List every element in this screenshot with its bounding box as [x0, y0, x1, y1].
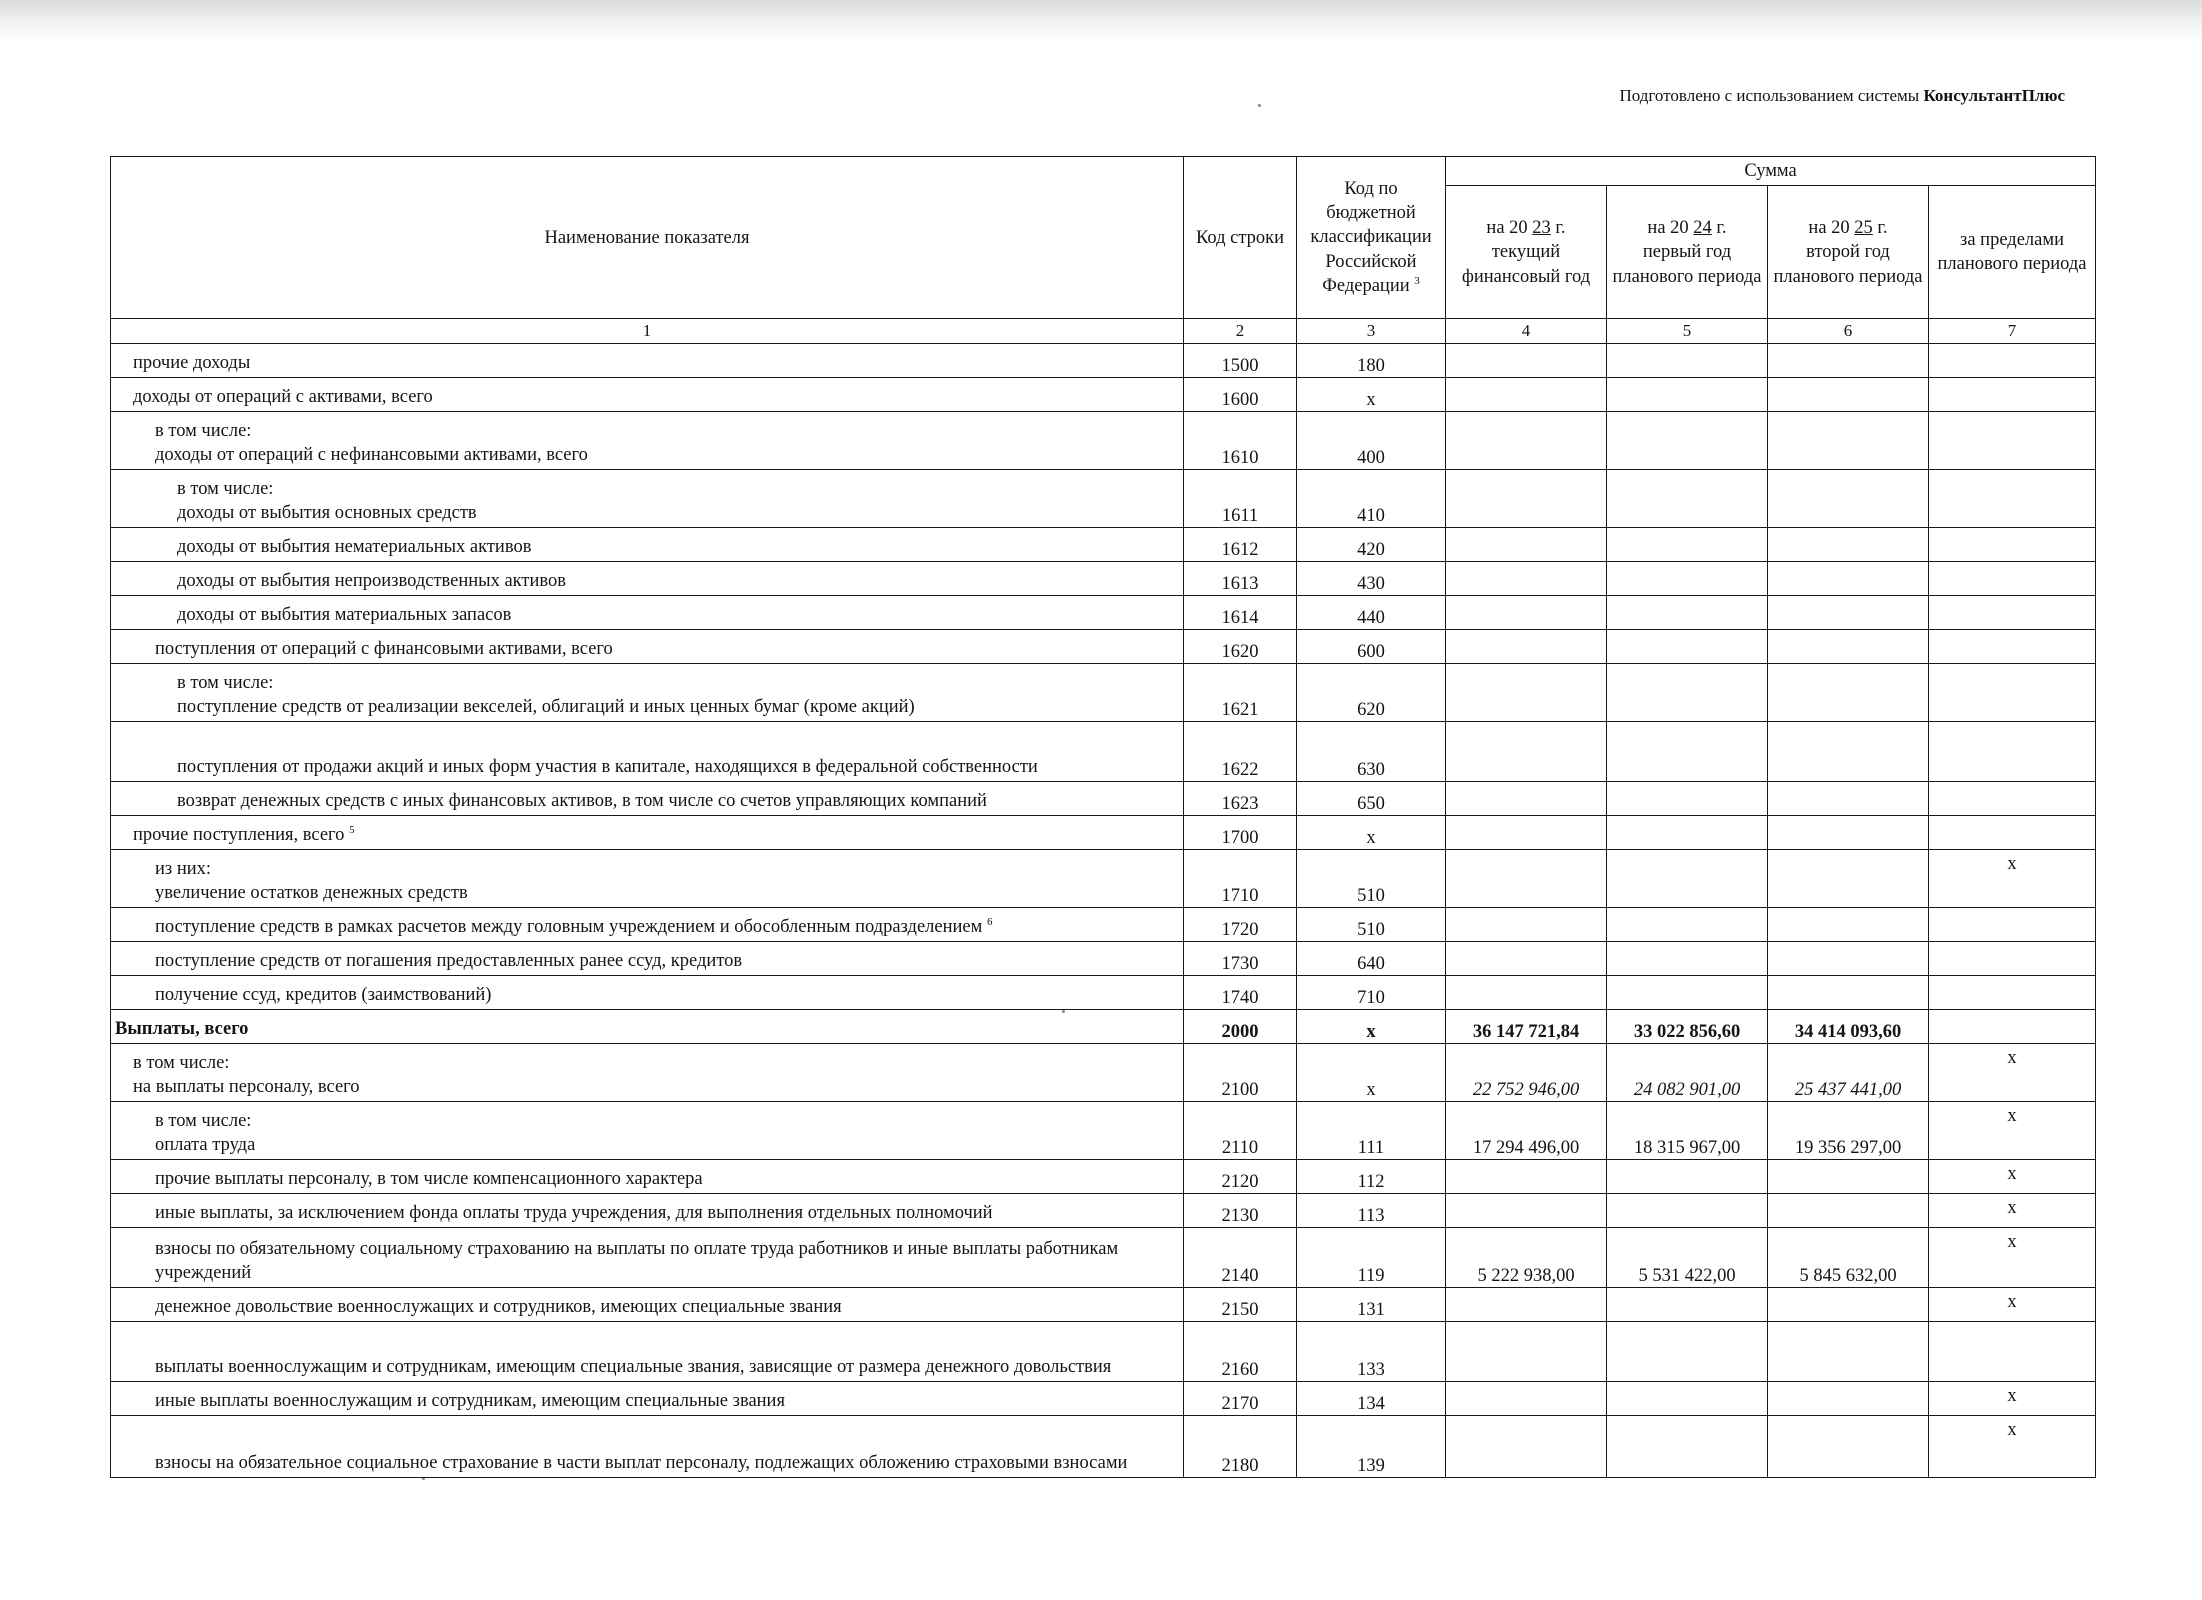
line-code: 1622 — [1184, 722, 1297, 782]
amount-year2 — [1607, 1160, 1768, 1194]
line-code: 1623 — [1184, 782, 1297, 816]
amount-year3 — [1768, 664, 1929, 722]
line-code: 2140 — [1184, 1228, 1297, 1288]
amount-year3 — [1768, 1322, 1929, 1382]
indicator-label: доходы от операций с активами, всего — [133, 387, 433, 408]
indicator-label: получение ссуд, кредитов (заимствований) — [155, 985, 492, 1006]
amount-year1 — [1446, 630, 1607, 664]
amount-year1 — [1446, 562, 1607, 596]
amount-year2: 18 315 967,00 — [1607, 1102, 1768, 1160]
table-row — [111, 976, 2096, 1010]
line-code: 1612 — [1184, 528, 1297, 562]
line-code: 1610 — [1184, 412, 1297, 470]
col-number: 4 — [1446, 319, 1607, 344]
line-code: 1620 — [1184, 630, 1297, 664]
indicator-name — [111, 722, 1184, 782]
footnote-ref: 5 — [349, 824, 355, 837]
table-row — [111, 1194, 2096, 1228]
table-row — [111, 412, 2096, 470]
amount-year1 — [1446, 850, 1607, 908]
amount-beyond: х — [1929, 1194, 2096, 1228]
amount-year3 — [1768, 1194, 1929, 1228]
amount-year2: 33 022 856,60 — [1607, 1010, 1768, 1044]
year2-desc: первый год планового периода — [1612, 242, 1762, 287]
indicator-lead: в том числе: — [133, 1053, 230, 1074]
amount-year2 — [1607, 344, 1768, 378]
budget-code: 139 — [1297, 1416, 1446, 1478]
indicator-lead: в том числе: — [155, 1111, 252, 1132]
indicator-label: Выплаты, всего — [115, 1019, 249, 1040]
line-code: 1740 — [1184, 976, 1297, 1010]
indicator-label: увеличение остатков денежных средств — [155, 883, 468, 904]
indicator-label: оплата труда — [155, 1135, 256, 1156]
line-code: 2130 — [1184, 1194, 1297, 1228]
indicator-label: иные выплаты, за исключением фонда оплаты труда учреждения, для выполнения отдельных полномочий — [155, 1203, 993, 1224]
table-row — [111, 1416, 2096, 1478]
line-code: 2120 — [1184, 1160, 1297, 1194]
amount-beyond — [1929, 470, 2096, 528]
table-row — [111, 630, 2096, 664]
budget-code: х — [1297, 1044, 1446, 1102]
col-number: 2 — [1184, 319, 1297, 344]
budget-code: х — [1297, 816, 1446, 850]
year1-desc: текущий финансовый год — [1461, 242, 1591, 287]
budget-code: 650 — [1297, 782, 1446, 816]
amount-year1 — [1446, 528, 1607, 562]
line-code: 1720 — [1184, 908, 1297, 942]
amount-beyond — [1929, 908, 2096, 942]
table-row — [111, 1228, 2096, 1288]
amount-year1 — [1446, 1382, 1607, 1416]
amount-year3 — [1768, 470, 1929, 528]
budget-code: 180 — [1297, 344, 1446, 378]
indicator-name — [111, 816, 1184, 850]
table-row — [111, 816, 2096, 850]
amount-beyond — [1929, 942, 2096, 976]
amount-beyond — [1929, 782, 2096, 816]
col-kbk-label: Код по бюджетной классификации Российской Федерации — [1310, 178, 1432, 297]
amount-year2 — [1607, 782, 1768, 816]
amount-year1 — [1446, 1194, 1607, 1228]
sum-group-header: Сумма — [1446, 157, 2096, 186]
indicator-name — [111, 412, 1184, 470]
amount-year3: 5 845 632,00 — [1768, 1228, 1929, 1288]
amount-year1 — [1446, 722, 1607, 782]
amount-year1 — [1446, 378, 1607, 412]
line-code: 2180 — [1184, 1416, 1297, 1478]
budget-code: 420 — [1297, 528, 1446, 562]
amount-beyond — [1929, 596, 2096, 630]
amount-year1 — [1446, 1160, 1607, 1194]
indicator-label: иные выплаты военнослужащим и сотрудникам, имеющим специальные звания — [155, 1391, 785, 1412]
amount-beyond: х — [1929, 1416, 2096, 1478]
amount-year1 — [1446, 412, 1607, 470]
amount-beyond: х — [1929, 1228, 2096, 1288]
table-row — [111, 850, 2096, 908]
table-row — [111, 596, 2096, 630]
indicator-label: прочие доходы — [133, 353, 251, 374]
budget-code: 113 — [1297, 1194, 1446, 1228]
col-number: 6 — [1768, 319, 1929, 344]
budget-code: 440 — [1297, 596, 1446, 630]
indicator-label: доходы от выбытия непроизводственных активов — [177, 571, 567, 592]
amount-year1 — [1446, 816, 1607, 850]
amount-beyond: х — [1929, 1160, 2096, 1194]
indicator-name — [111, 1194, 1184, 1228]
amount-year3 — [1768, 722, 1929, 782]
budget-code: х — [1297, 1010, 1446, 1044]
amount-year2: 5 531 422,00 — [1607, 1228, 1768, 1288]
indicator-label: прочие выплаты персоналу, в том числе компенсационного характера — [155, 1169, 703, 1190]
line-code: 1621 — [1184, 664, 1297, 722]
line-code: 1613 — [1184, 562, 1297, 596]
amount-beyond — [1929, 412, 2096, 470]
amount-year1 — [1446, 596, 1607, 630]
amount-year3: 19 356 297,00 — [1768, 1102, 1929, 1160]
amount-year2 — [1607, 470, 1768, 528]
budget-code: 410 — [1297, 470, 1446, 528]
amount-year1 — [1446, 1322, 1607, 1382]
amount-beyond: х — [1929, 1044, 2096, 1102]
amount-year2 — [1607, 412, 1768, 470]
table-row — [111, 1044, 2096, 1102]
amount-beyond — [1929, 378, 2096, 412]
amount-beyond: х — [1929, 850, 2096, 908]
amount-year1 — [1446, 1288, 1607, 1322]
col-number: 3 — [1297, 319, 1446, 344]
amount-year2 — [1607, 850, 1768, 908]
amount-year3 — [1768, 1416, 1929, 1478]
budget-code: 640 — [1297, 942, 1446, 976]
budget-code: 111 — [1297, 1102, 1446, 1160]
amount-year1 — [1446, 664, 1607, 722]
indicator-label: доходы от выбытия материальных запасов — [177, 605, 512, 626]
budget-code: 134 — [1297, 1382, 1446, 1416]
amount-beyond — [1929, 722, 2096, 782]
amount-year2 — [1607, 1288, 1768, 1322]
col-number: 5 — [1607, 319, 1768, 344]
amount-beyond — [1929, 1322, 2096, 1382]
amount-year3 — [1768, 1160, 1929, 1194]
indicator-label: взносы на обязательное социальное страхование в части выплат персоналу, подлежащих обложению страховыми взносами — [155, 1453, 1128, 1474]
amount-year3 — [1768, 630, 1929, 664]
amount-year3 — [1768, 816, 1929, 850]
col-code-header: Код строки — [1184, 157, 1297, 319]
indicator-name — [111, 528, 1184, 562]
amount-beyond — [1929, 816, 2096, 850]
amount-year2 — [1607, 908, 1768, 942]
indicator-name — [111, 1288, 1184, 1322]
scan-top-edge — [0, 0, 2202, 42]
amount-year1 — [1446, 1416, 1607, 1478]
indicator-label: поступление средств от реализации векселей, облигаций и иных ценных бумаг (кроме акций) — [177, 697, 915, 718]
indicator-name — [111, 942, 1184, 976]
amount-year2 — [1607, 1382, 1768, 1416]
amount-year2 — [1607, 816, 1768, 850]
indicator-name — [111, 1010, 1184, 1044]
col-year2-header: на 20 24 г. первый год планового периода — [1607, 186, 1768, 319]
budget-code: 620 — [1297, 664, 1446, 722]
budget-code: 630 — [1297, 722, 1446, 782]
col-beyond-header: за пределами планового периода — [1929, 186, 2096, 319]
amount-year1 — [1446, 344, 1607, 378]
amount-year2 — [1607, 942, 1768, 976]
budget-code: х — [1297, 378, 1446, 412]
amount-year3 — [1768, 976, 1929, 1010]
amount-year3 — [1768, 412, 1929, 470]
table-row — [111, 1382, 2096, 1416]
budget-code: 510 — [1297, 908, 1446, 942]
amount-year2 — [1607, 976, 1768, 1010]
budget-code: 131 — [1297, 1288, 1446, 1322]
indicator-label: взносы по обязательному социальному страхованию на выплаты по оплате труда работников и иные выплаты работникам учреждений — [155, 1239, 1119, 1284]
amount-year1 — [1446, 908, 1607, 942]
amount-year2 — [1607, 1416, 1768, 1478]
table-row — [111, 782, 2096, 816]
indicator-lead: в том числе: — [155, 421, 252, 442]
amount-year1: 22 752 946,00 — [1446, 1044, 1607, 1102]
indicator-label: возврат денежных средств с иных финансовых активов, в том числе со счетов управляющих компаний — [177, 791, 987, 812]
amount-year3 — [1768, 782, 1929, 816]
indicator-label: поступления от операций с финансовыми активами, всего — [155, 639, 613, 660]
indicator-name — [111, 1382, 1184, 1416]
amount-beyond — [1929, 1010, 2096, 1044]
amount-year3 — [1768, 378, 1929, 412]
table-row — [111, 1102, 2096, 1160]
amount-year3 — [1768, 1288, 1929, 1322]
header-note-text: Подготовлено с использованием системы — [1619, 86, 1924, 105]
amount-beyond: х — [1929, 1102, 2096, 1160]
year2-value: 24 — [1693, 217, 1712, 238]
amount-year2 — [1607, 1322, 1768, 1382]
amount-year3: 34 414 093,60 — [1768, 1010, 1929, 1044]
indicator-label: денежное довольствие военнослужащих и сотрудников, имеющих специальные звания — [155, 1297, 842, 1318]
plan-table — [110, 156, 2096, 1478]
amount-year3 — [1768, 1382, 1929, 1416]
indicator-name — [111, 908, 1184, 942]
amount-beyond — [1929, 562, 2096, 596]
line-code: 2170 — [1184, 1382, 1297, 1416]
amount-year3: 25 437 441,00 — [1768, 1044, 1929, 1102]
budget-code: 119 — [1297, 1228, 1446, 1288]
table-row — [111, 344, 2096, 378]
indicator-name — [111, 344, 1184, 378]
col-number: 1 — [111, 319, 1184, 344]
table-row — [111, 1160, 2096, 1194]
indicator-label: поступление средств в рамках расчетов между головным учреждением и обособленным подразделением — [155, 917, 983, 938]
amount-year2 — [1607, 664, 1768, 722]
amount-year3 — [1768, 344, 1929, 378]
indicator-label: на выплаты персоналу, всего — [133, 1077, 360, 1098]
year3-desc: второй год планового периода — [1773, 242, 1923, 287]
amount-year1 — [1446, 470, 1607, 528]
table-row — [111, 1010, 2096, 1044]
indicator-label: доходы от выбытия основных средств — [177, 503, 477, 524]
col-year3-header: на 20 25 г. второй год планового периода — [1768, 186, 1929, 319]
footnote-ref: 3 — [1414, 275, 1420, 288]
table-row — [111, 378, 2096, 412]
table-row — [111, 562, 2096, 596]
line-code: 1611 — [1184, 470, 1297, 528]
line-code: 1614 — [1184, 596, 1297, 630]
line-code: 1500 — [1184, 344, 1297, 378]
indicator-name — [111, 378, 1184, 412]
amount-beyond: х — [1929, 1382, 2096, 1416]
header-note — [1619, 86, 2065, 106]
indicator-lead: в том числе: — [177, 479, 274, 500]
footnote-ref: 6 — [986, 916, 993, 929]
amount-beyond — [1929, 630, 2096, 664]
line-code: 2150 — [1184, 1288, 1297, 1322]
amount-year2 — [1607, 722, 1768, 782]
table-row — [111, 908, 2096, 942]
line-code: 2000 — [1184, 1010, 1297, 1044]
col-number: 7 — [1929, 319, 2096, 344]
col-kbk-header — [1297, 157, 1446, 319]
amount-year1 — [1446, 942, 1607, 976]
budget-code: 112 — [1297, 1160, 1446, 1194]
indicator-name — [111, 1228, 1184, 1288]
budget-code: 400 — [1297, 412, 1446, 470]
amount-beyond — [1929, 528, 2096, 562]
amount-year1: 36 147 721,84 — [1446, 1010, 1607, 1044]
year3-value: 25 — [1854, 217, 1873, 238]
indicator-name — [111, 664, 1184, 722]
indicator-name — [111, 1102, 1184, 1160]
indicator-name — [111, 562, 1184, 596]
indicator-name — [111, 782, 1184, 816]
line-code: 2110 — [1184, 1102, 1297, 1160]
column-number-row — [111, 319, 2096, 344]
table-row — [111, 528, 2096, 562]
indicator-name — [111, 470, 1184, 528]
indicator-label: прочие поступления, всего — [133, 825, 345, 846]
amount-beyond: х — [1929, 1288, 2096, 1322]
indicator-name — [111, 1322, 1184, 1382]
budget-code: 430 — [1297, 562, 1446, 596]
indicator-name — [111, 976, 1184, 1010]
scan-speck — [1258, 104, 1261, 107]
budget-code: 600 — [1297, 630, 1446, 664]
table-row — [111, 722, 2096, 782]
amount-beyond — [1929, 344, 2096, 378]
amount-year1 — [1446, 782, 1607, 816]
amount-year1: 5 222 938,00 — [1446, 1228, 1607, 1288]
table-row — [111, 1288, 2096, 1322]
amount-year2 — [1607, 562, 1768, 596]
indicator-label: выплаты военнослужащим и сотрудникам, имеющим специальные звания, зависящие от размера денежного довольствия — [155, 1357, 1112, 1378]
amount-year2 — [1607, 528, 1768, 562]
amount-year2 — [1607, 630, 1768, 664]
indicator-name — [111, 630, 1184, 664]
amount-year2 — [1607, 1194, 1768, 1228]
indicator-name — [111, 850, 1184, 908]
amount-year3 — [1768, 850, 1929, 908]
indicator-lead: в том числе: — [177, 673, 274, 694]
line-code: 1700 — [1184, 816, 1297, 850]
table-body — [111, 344, 2096, 1478]
col-name-header: Наименование показателя — [111, 157, 1184, 319]
year1-value: 23 — [1532, 217, 1551, 238]
indicator-label: доходы от выбытия нематериальных активов — [177, 537, 532, 558]
amount-year2 — [1607, 378, 1768, 412]
table-header — [111, 157, 2096, 344]
line-code: 1730 — [1184, 942, 1297, 976]
line-code: 2100 — [1184, 1044, 1297, 1102]
table-row — [111, 1322, 2096, 1382]
indicator-label: поступление средств от погашения предоставленных ранее ссуд, кредитов — [155, 951, 743, 972]
col-year1-header: на 20 23 г. текущий финансовый год — [1446, 186, 1607, 319]
amount-year3 — [1768, 908, 1929, 942]
amount-year1 — [1446, 976, 1607, 1010]
budget-code: 133 — [1297, 1322, 1446, 1382]
amount-year3 — [1768, 942, 1929, 976]
indicator-lead: из них: — [155, 859, 212, 880]
budget-code: 710 — [1297, 976, 1446, 1010]
indicator-name — [111, 1160, 1184, 1194]
amount-beyond — [1929, 976, 2096, 1010]
amount-year3 — [1768, 528, 1929, 562]
amount-year3 — [1768, 596, 1929, 630]
amount-beyond — [1929, 664, 2096, 722]
amount-year2: 24 082 901,00 — [1607, 1044, 1768, 1102]
table-row — [111, 470, 2096, 528]
amount-year3 — [1768, 562, 1929, 596]
line-code: 2160 — [1184, 1322, 1297, 1382]
table-row — [111, 942, 2096, 976]
line-code: 1600 — [1184, 378, 1297, 412]
line-code: 1710 — [1184, 850, 1297, 908]
header-note-brand: КонсультантПлюс — [1923, 86, 2065, 105]
indicator-name — [111, 1416, 1184, 1478]
amount-year1: 17 294 496,00 — [1446, 1102, 1607, 1160]
indicator-label: доходы от операций с нефинансовыми активами, всего — [155, 445, 588, 466]
indicator-label: поступления от продажи акций и иных форм участия в капитале, находящихся в федеральной собственности — [177, 757, 1038, 778]
table-row — [111, 664, 2096, 722]
indicator-name — [111, 596, 1184, 630]
budget-code: 510 — [1297, 850, 1446, 908]
indicator-name — [111, 1044, 1184, 1102]
amount-year2 — [1607, 596, 1768, 630]
